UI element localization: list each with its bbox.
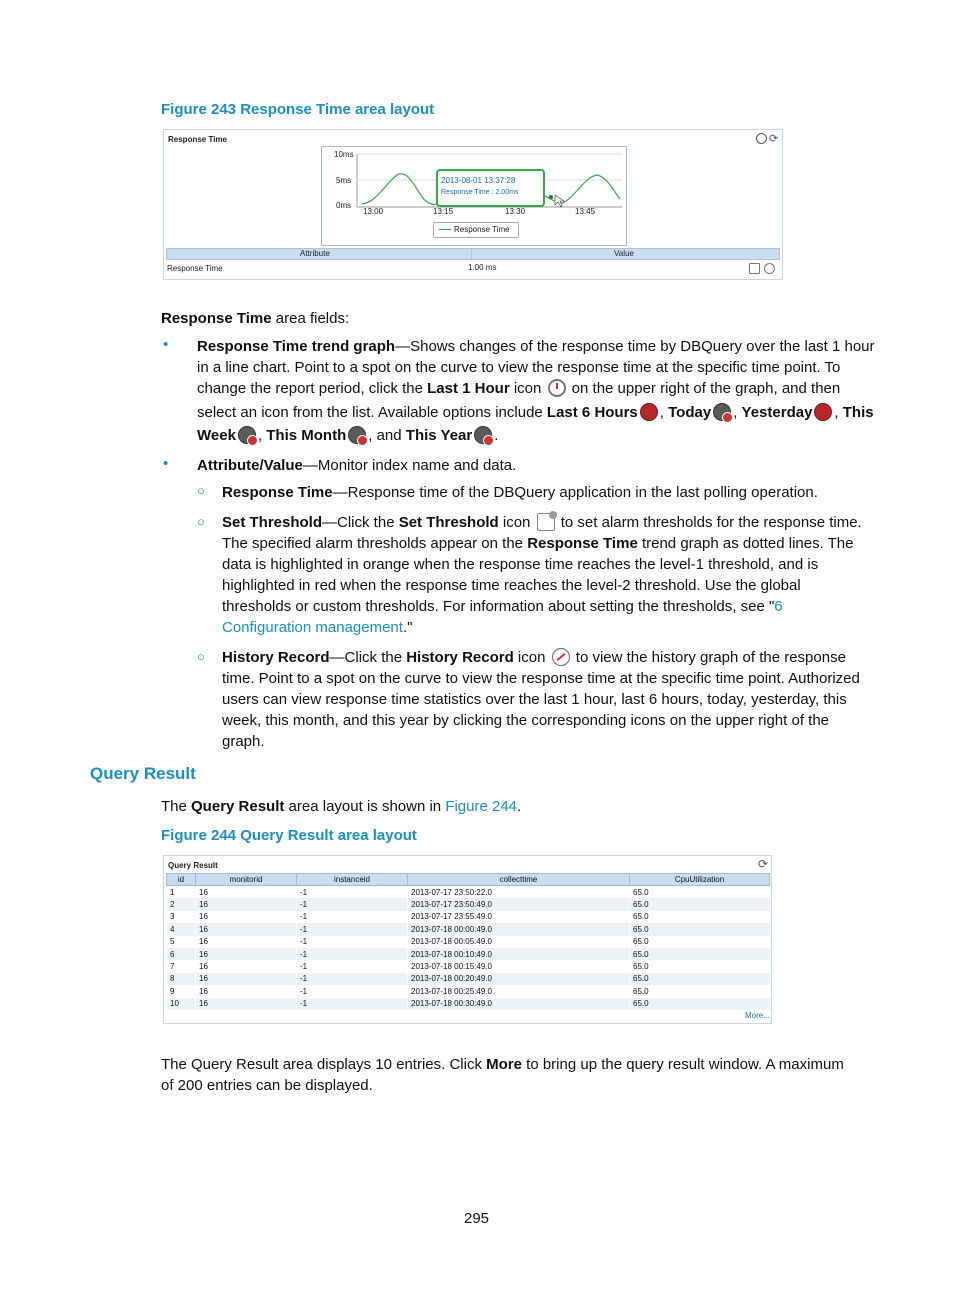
table-row[interactable] xyxy=(167,948,770,960)
query-result-table xyxy=(166,873,770,1010)
x-tick-label: 13:45 xyxy=(575,207,596,216)
link-section-6[interactable]: 6 xyxy=(774,598,783,615)
chart-legend[interactable] xyxy=(433,222,519,238)
table-row[interactable] xyxy=(167,936,770,948)
legend-label: Response Time xyxy=(454,225,510,234)
table-row[interactable] xyxy=(167,911,770,923)
column-header: id xyxy=(167,874,196,886)
table-row[interactable] xyxy=(167,998,770,1010)
table-row[interactable] xyxy=(167,985,770,997)
table-cell: 16 xyxy=(196,948,297,960)
table-cell: 2013-07-17 23:50:49.0 xyxy=(408,898,630,910)
history-record-icon[interactable] xyxy=(764,263,775,274)
tooltip-value: Response Time : 2.00ms xyxy=(441,189,519,196)
table-cell: 8 xyxy=(167,973,196,985)
this-year-icon[interactable] xyxy=(474,426,492,444)
sub-bullet-circle: ○ xyxy=(197,483,205,498)
bullet-response-time-graph: Response Time trend graph—Shows changes of the response time by DBQuery over the last 1 hour in a line chart. Point to a spot on the curve to view the response time at the specific time point. To change the report period, click the Last 1 Hour icon on the upper right of the graph, and then select an icon from the list. Available options include Last 6 Hours , Today , Yesterday , This Week , This Month , and This Year . xyxy=(197,338,875,444)
table-cell: 65.0 xyxy=(630,985,770,997)
table-cell: 65.0 xyxy=(630,923,770,935)
table-cell: 5 xyxy=(167,936,196,948)
table-cell: 2013-07-18 00:00:49.0 xyxy=(408,923,630,935)
table-cell: 65.0 xyxy=(630,898,770,910)
column-header: collecttime xyxy=(408,874,630,886)
table-header xyxy=(166,248,780,260)
table-cell: 16 xyxy=(196,973,297,985)
intro-paragraph: Response Time area fields: xyxy=(161,310,350,327)
table-cell: 16 xyxy=(196,960,297,972)
table-cell: -1 xyxy=(297,923,408,935)
column-header: instanceid xyxy=(297,874,408,886)
sub-bullet-set-threshold: Set Threshold—Click the Set Threshold icon to set alarm thresholds for the response time. The specified alarm thresholds appear on the Response Time trend graph as dotted lines. The data is highlighted in orange when the response time reaches the level-1 threshold, and is highlighted in red when the response time reaches the level-2 threshold. Use the global thresholds or custom thresholds. For information about setting the thresholds, see "6 Configuration management." xyxy=(222,514,862,636)
query-result-panel xyxy=(163,855,772,1024)
table-cell: 2013-07-17 23:50:22.0 xyxy=(408,886,630,899)
sub-bullet-history-record: History Record—Click the History Record icon to view the history graph of the response time. Point to a spot on the curve to view the response time at the specific time point. Authorized users can view response time statistics over the last 1 hour, last 6 hours, today, yesterday, this week, this month, and this year by clicking the corresponding icons on the upper right of the graph. xyxy=(222,649,860,750)
y-tick-label: 5ms xyxy=(336,176,352,185)
table-cell: 2013-07-18 00:05:49.0 xyxy=(408,936,630,948)
panel-title: Response Time xyxy=(168,135,227,144)
column-divider xyxy=(471,249,472,259)
table-cell: -1 xyxy=(297,948,408,960)
table-cell: -1 xyxy=(297,973,408,985)
today-icon[interactable] xyxy=(713,403,731,421)
table-cell: -1 xyxy=(297,985,408,997)
column-header: monitorid xyxy=(196,874,297,886)
sub-bullet-circle: ○ xyxy=(197,514,205,529)
table-cell: 3 xyxy=(167,911,196,923)
this-month-icon[interactable] xyxy=(348,426,366,444)
sub-bullet-circle: ○ xyxy=(197,649,205,664)
panel-title: Query Result xyxy=(168,861,218,870)
this-week-icon[interactable] xyxy=(238,426,256,444)
x-tick-label: 13:15 xyxy=(433,207,454,216)
table-cell: 65.0 xyxy=(630,948,770,960)
history-record-icon[interactable] xyxy=(552,648,570,666)
table-cell: 1 xyxy=(167,886,196,899)
table-cell: 16 xyxy=(196,998,297,1010)
set-threshold-icon[interactable] xyxy=(537,513,555,531)
table-row[interactable] xyxy=(167,898,770,910)
x-tick-label: 13:00 xyxy=(363,207,384,216)
table-cell: 7 xyxy=(167,960,196,972)
response-time-panel xyxy=(163,129,783,280)
clock-icon[interactable] xyxy=(756,133,767,144)
table-cell: 16 xyxy=(196,985,297,997)
column-header: CpuUtilization xyxy=(630,874,770,886)
table-row[interactable] xyxy=(167,973,770,985)
last-1-hour-icon[interactable] xyxy=(548,379,566,397)
legend-swatch xyxy=(439,229,451,230)
chart-frame xyxy=(321,146,627,246)
table-cell: -1 xyxy=(297,936,408,948)
table-cell: 65.0 xyxy=(630,973,770,985)
table-cell: -1 xyxy=(297,998,408,1010)
table-row[interactable] xyxy=(167,923,770,935)
table-cell: 2013-07-18 00:30:49.0 xyxy=(408,998,630,1010)
table-cell: 6 xyxy=(167,948,196,960)
table-row[interactable] xyxy=(167,960,770,972)
table-cell: -1 xyxy=(297,898,408,910)
table-cell: 2013-07-18 00:10:49.0 xyxy=(408,948,630,960)
link-figure-244[interactable]: Figure 244 xyxy=(445,798,518,815)
table-row[interactable] xyxy=(167,886,770,899)
table-cell: 4 xyxy=(167,923,196,935)
refresh-icon[interactable]: ⟳ xyxy=(769,133,779,145)
table-cell: -1 xyxy=(297,886,408,899)
bullet-attribute-value: Attribute/Value—Monitor index name and data. xyxy=(197,457,517,474)
chart-tooltip xyxy=(436,169,545,207)
table-cell: 16 xyxy=(196,936,297,948)
yesterday-icon[interactable] xyxy=(814,403,832,421)
bullet-dot: • xyxy=(163,455,169,472)
tooltip-time: 2013-08-01 13:37:28 xyxy=(441,176,516,185)
table-cell: 2 xyxy=(167,898,196,910)
y-tick-label: 0ms xyxy=(336,201,352,210)
set-threshold-icon[interactable] xyxy=(749,263,760,274)
query-result-intro: The Query Result area layout is shown in Figure 244. xyxy=(161,798,522,815)
table-cell: -1 xyxy=(297,911,408,923)
table-cell: 9 xyxy=(167,985,196,997)
last-6-hours-icon[interactable] xyxy=(640,403,658,421)
outro-paragraph: The Query Result area displays 10 entries. Click More to bring up the query result window. A maximum of 200 entries can be displayed. xyxy=(161,1056,844,1094)
table-cell: 16 xyxy=(196,911,297,923)
table-cell: 65.0 xyxy=(630,911,770,923)
table-cell: -1 xyxy=(297,960,408,972)
more-link[interactable]: More... xyxy=(745,1011,770,1020)
table-cell: 65.0 xyxy=(630,960,770,972)
link-configuration-management[interactable]: Configuration management xyxy=(222,619,403,636)
table-cell: 2013-07-18 00:25:49.0 xyxy=(408,985,630,997)
y-tick-label: 10ms xyxy=(334,150,354,159)
table-cell: 2013-07-17 23:55:49.0 xyxy=(408,911,630,923)
page-number: 295 xyxy=(464,1210,490,1227)
column-header-value: Value xyxy=(614,249,634,258)
sub-bullet-response-time: Response Time—Response time of the DBQuery application in the last polling operation. xyxy=(222,484,818,501)
table-cell: 16 xyxy=(196,898,297,910)
table-cell: 65.0 xyxy=(630,886,770,899)
table-cell: 16 xyxy=(196,923,297,935)
table-cell: 2013-07-18 00:20:49.0 xyxy=(408,973,630,985)
row-attribute: Response Time xyxy=(167,264,223,273)
section-heading-query-result: Query Result xyxy=(90,764,196,783)
table-cell: 65.0 xyxy=(630,936,770,948)
table-cell: 2013-07-18 00:15:49.0 xyxy=(408,960,630,972)
cursor-icon xyxy=(555,195,564,207)
figure-243-caption: Figure 243 Response Time area layout xyxy=(161,101,435,118)
hover-point xyxy=(549,195,553,199)
row-value: 1.00 ms xyxy=(468,263,497,272)
table-cell: 65.0 xyxy=(630,998,770,1010)
table-cell: 16 xyxy=(196,886,297,899)
x-tick-label: 13:30 xyxy=(505,207,526,216)
table-cell: 10 xyxy=(167,998,196,1010)
refresh-icon[interactable]: ⟳ xyxy=(758,857,769,871)
bullet-dot: • xyxy=(163,336,169,353)
figure-244-caption: Figure 244 Query Result area layout xyxy=(161,827,417,844)
table-header-row xyxy=(167,874,770,886)
column-header-attribute: Attribute xyxy=(300,249,330,258)
